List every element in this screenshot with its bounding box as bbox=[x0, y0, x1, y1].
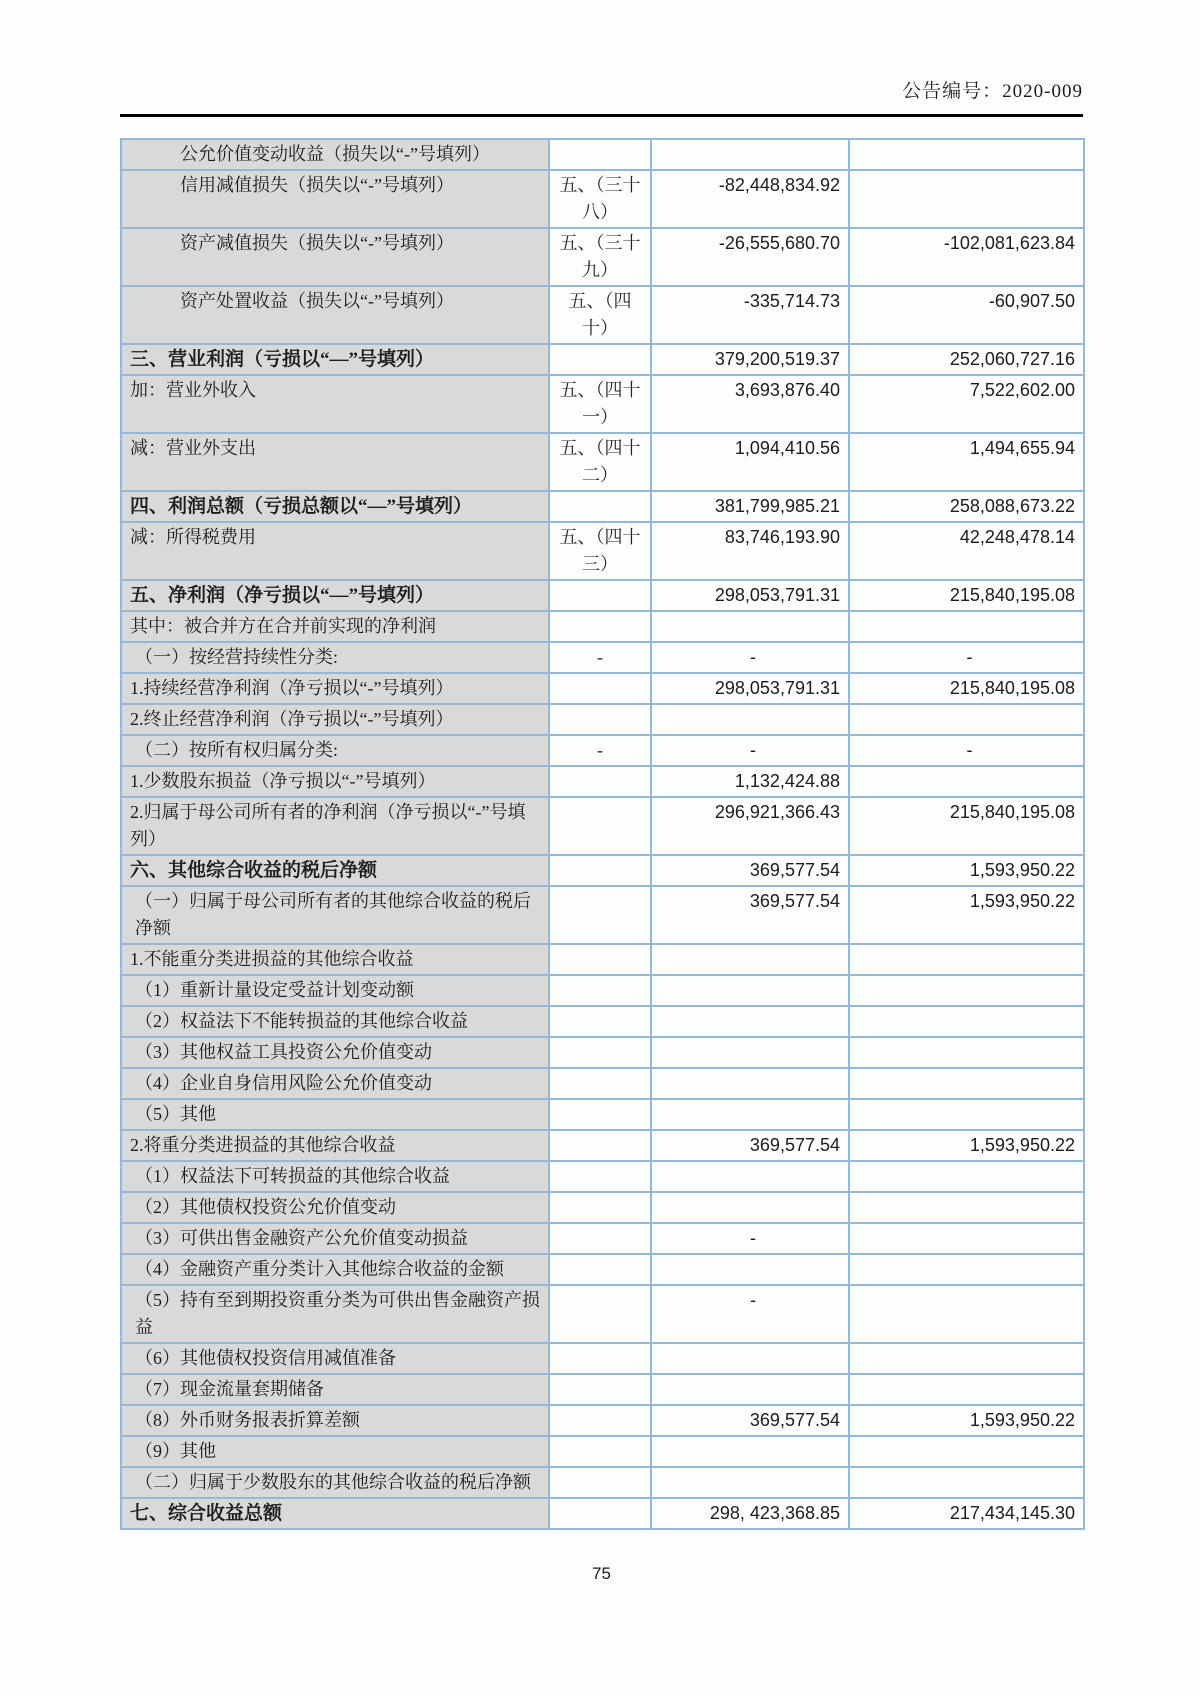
row-value-prior: 1,593,950.22 bbox=[849, 1405, 1084, 1436]
row-note bbox=[549, 855, 651, 886]
row-label: 1.持续经营净利润（净亏损以“-”号填列） bbox=[121, 673, 549, 704]
row-note: - bbox=[549, 642, 651, 673]
row-value-current bbox=[651, 1343, 849, 1374]
row-label: 2.终止经营净利润（净亏损以“-”号填列） bbox=[121, 704, 549, 735]
row-label: 四、利润总额（亏损总额以“—”号填列） bbox=[121, 491, 549, 522]
row-value-prior bbox=[849, 1436, 1084, 1467]
table-row bbox=[121, 433, 1084, 491]
row-label: 2.归属于母公司所有者的净利润（净亏损以“-”号填列） bbox=[121, 797, 549, 855]
table-row bbox=[121, 1006, 1084, 1037]
table-row bbox=[121, 1192, 1084, 1223]
row-label: 五、净利润（净亏损以“—”号填列） bbox=[121, 580, 549, 611]
row-label: 2.将重分类进损益的其他综合收益 bbox=[121, 1130, 549, 1161]
row-value-prior bbox=[849, 1374, 1084, 1405]
table-row bbox=[121, 344, 1084, 375]
row-note bbox=[549, 673, 651, 704]
table-row bbox=[121, 975, 1084, 1006]
row-note bbox=[549, 797, 651, 855]
row-label: （4）金融资产重分类计入其他综合收益的金额 bbox=[121, 1254, 549, 1285]
row-note bbox=[549, 1374, 651, 1405]
row-note bbox=[549, 975, 651, 1006]
table-body bbox=[121, 139, 1084, 1529]
row-value-current: 381,799,985.21 bbox=[651, 491, 849, 522]
row-label: 资产处置收益（损失以“-”号填列） bbox=[121, 286, 549, 344]
row-note bbox=[549, 1285, 651, 1343]
table-row bbox=[121, 855, 1084, 886]
table-row bbox=[121, 375, 1084, 433]
row-note bbox=[549, 1099, 651, 1130]
table-row bbox=[121, 1405, 1084, 1436]
row-label: 三、营业利润（亏损以“—”号填列） bbox=[121, 344, 549, 375]
row-label: 其中：被合并方在合并前实现的净利润 bbox=[121, 611, 549, 642]
row-value-current bbox=[651, 1161, 849, 1192]
row-note bbox=[549, 139, 651, 170]
row-note bbox=[549, 1192, 651, 1223]
row-label: （9）其他 bbox=[121, 1436, 549, 1467]
table-row bbox=[121, 1498, 1084, 1529]
row-value-prior bbox=[849, 1037, 1084, 1068]
row-value-prior: 217,434,145.30 bbox=[849, 1498, 1084, 1529]
row-value-prior: 215,840,195.08 bbox=[849, 580, 1084, 611]
row-label: （1）重新计量设定受益计划变动额 bbox=[121, 975, 549, 1006]
row-value-current: 3,693,876.40 bbox=[651, 375, 849, 433]
row-value-prior bbox=[849, 1343, 1084, 1374]
row-label: 加：营业外收入 bbox=[121, 375, 549, 433]
row-note: 五、（四十三） bbox=[549, 522, 651, 580]
document-page bbox=[120, 0, 1083, 1584]
row-value-current: 1,132,424.88 bbox=[651, 766, 849, 797]
row-value-prior bbox=[849, 975, 1084, 1006]
table-row bbox=[121, 611, 1084, 642]
row-value-current bbox=[651, 1254, 849, 1285]
row-value-current bbox=[651, 975, 849, 1006]
page-number: 75 bbox=[592, 1564, 611, 1583]
row-value-prior bbox=[849, 1285, 1084, 1343]
table-row bbox=[121, 1285, 1084, 1343]
table-row bbox=[121, 1374, 1084, 1405]
row-value-prior bbox=[849, 1223, 1084, 1254]
table-row bbox=[121, 170, 1084, 228]
row-value-prior bbox=[849, 944, 1084, 975]
row-value-prior bbox=[849, 1006, 1084, 1037]
row-note bbox=[549, 1498, 651, 1529]
row-value-prior bbox=[849, 1254, 1084, 1285]
doc-number: 公告编号：2020-009 bbox=[902, 81, 1083, 102]
row-value-prior bbox=[849, 139, 1084, 170]
row-value-current bbox=[651, 1374, 849, 1405]
table-row bbox=[121, 944, 1084, 975]
row-label: （3）可供出售金融资产公允价值变动损益 bbox=[121, 1223, 549, 1254]
table-row bbox=[121, 1130, 1084, 1161]
row-note bbox=[549, 1254, 651, 1285]
row-value-prior: 1,593,950.22 bbox=[849, 855, 1084, 886]
row-note bbox=[549, 1068, 651, 1099]
table-row bbox=[121, 797, 1084, 855]
table-row bbox=[121, 642, 1084, 673]
row-value-prior bbox=[849, 611, 1084, 642]
row-label: 资产减值损失（损失以“-”号填列） bbox=[121, 228, 549, 286]
row-value-current bbox=[651, 1467, 849, 1498]
row-value-current: 369,577.54 bbox=[651, 886, 849, 944]
row-label: 六、其他综合收益的税后净额 bbox=[121, 855, 549, 886]
row-value-current bbox=[651, 1006, 849, 1037]
row-note: 五、（三十九） bbox=[549, 228, 651, 286]
row-note: 五、（四十二） bbox=[549, 433, 651, 491]
row-label: （7）现金流量套期储备 bbox=[121, 1374, 549, 1405]
row-value-prior bbox=[849, 1068, 1084, 1099]
row-value-current: 369,577.54 bbox=[651, 855, 849, 886]
row-note: 五、（三十八） bbox=[549, 170, 651, 228]
table-row bbox=[121, 1037, 1084, 1068]
row-value-prior bbox=[849, 1467, 1084, 1498]
table-row bbox=[121, 1343, 1084, 1374]
row-note bbox=[549, 1405, 651, 1436]
row-note bbox=[549, 766, 651, 797]
row-note bbox=[549, 1467, 651, 1498]
row-note bbox=[549, 580, 651, 611]
row-label: 七、综合收益总额 bbox=[121, 1498, 549, 1529]
row-value-prior bbox=[849, 1161, 1084, 1192]
table-row bbox=[121, 1467, 1084, 1498]
row-label: （一）归属于母公司所有者的其他综合收益的税后净额 bbox=[121, 886, 549, 944]
row-note bbox=[549, 1343, 651, 1374]
row-value-current: -82,448,834.92 bbox=[651, 170, 849, 228]
row-value-current bbox=[651, 1436, 849, 1467]
row-label: （1）权益法下可转损益的其他综合收益 bbox=[121, 1161, 549, 1192]
row-value-prior: - bbox=[849, 735, 1084, 766]
table-row bbox=[121, 1099, 1084, 1130]
row-note bbox=[549, 1130, 651, 1161]
table-row bbox=[121, 886, 1084, 944]
row-value-current bbox=[651, 139, 849, 170]
row-note bbox=[549, 1436, 651, 1467]
row-note bbox=[549, 1037, 651, 1068]
row-value-current bbox=[651, 1037, 849, 1068]
row-label: （2）其他债权投资公允价值变动 bbox=[121, 1192, 549, 1223]
row-value-current: 1,094,410.56 bbox=[651, 433, 849, 491]
row-label: （3）其他权益工具投资公允价值变动 bbox=[121, 1037, 549, 1068]
row-note bbox=[549, 1161, 651, 1192]
row-value-prior: 252,060,727.16 bbox=[849, 344, 1084, 375]
row-value-prior: 1,494,655.94 bbox=[849, 433, 1084, 491]
table-row bbox=[121, 522, 1084, 580]
table-row bbox=[121, 1161, 1084, 1192]
row-value-current: 298,053,791.31 bbox=[651, 580, 849, 611]
row-note bbox=[549, 1006, 651, 1037]
row-value-prior: 215,840,195.08 bbox=[849, 797, 1084, 855]
row-value-prior: -60,907.50 bbox=[849, 286, 1084, 344]
table-row bbox=[121, 1436, 1084, 1467]
table-row bbox=[121, 704, 1084, 735]
table-row bbox=[121, 580, 1084, 611]
row-value-current: - bbox=[651, 642, 849, 673]
row-value-current bbox=[651, 1192, 849, 1223]
row-value-current: -26,555,680.70 bbox=[651, 228, 849, 286]
row-value-current: 298,053,791.31 bbox=[651, 673, 849, 704]
table-row bbox=[121, 491, 1084, 522]
row-label: （二）归属于少数股东的其他综合收益的税后净额 bbox=[121, 1467, 549, 1498]
table-row bbox=[121, 1254, 1084, 1285]
row-label: （5）持有至到期投资重分类为可供出售金融资产损益 bbox=[121, 1285, 549, 1343]
table-row bbox=[121, 766, 1084, 797]
header-rule bbox=[120, 114, 1083, 117]
row-note bbox=[549, 491, 651, 522]
row-note bbox=[549, 611, 651, 642]
table-row bbox=[121, 286, 1084, 344]
row-label: （8）外币财务报表折算差额 bbox=[121, 1405, 549, 1436]
income-statement-table bbox=[120, 138, 1085, 1530]
table-row bbox=[121, 228, 1084, 286]
row-value-current: - bbox=[651, 1223, 849, 1254]
row-label: 信用减值损失（损失以“-”号填列） bbox=[121, 170, 549, 228]
row-label: （6）其他债权投资信用减值准备 bbox=[121, 1343, 549, 1374]
row-label: 1.少数股东损益（净亏损以“-”号填列） bbox=[121, 766, 549, 797]
row-value-prior: 258,088,673.22 bbox=[849, 491, 1084, 522]
row-value-prior bbox=[849, 170, 1084, 228]
row-value-current bbox=[651, 611, 849, 642]
row-value-prior: -102,081,623.84 bbox=[849, 228, 1084, 286]
row-note: - bbox=[549, 735, 651, 766]
row-label: 公允价值变动收益（损失以“-”号填列） bbox=[121, 139, 549, 170]
row-label: 减：营业外支出 bbox=[121, 433, 549, 491]
row-note bbox=[549, 944, 651, 975]
row-value-prior: - bbox=[849, 642, 1084, 673]
row-label: （一）按经营持续性分类: bbox=[121, 642, 549, 673]
row-value-current bbox=[651, 704, 849, 735]
row-value-current: -335,714.73 bbox=[651, 286, 849, 344]
table-row bbox=[121, 735, 1084, 766]
row-value-prior: 215,840,195.08 bbox=[849, 673, 1084, 704]
table-row bbox=[121, 1223, 1084, 1254]
row-value-prior: 42,248,478.14 bbox=[849, 522, 1084, 580]
row-value-current: 369,577.54 bbox=[651, 1405, 849, 1436]
row-note bbox=[549, 886, 651, 944]
row-value-current: 83,746,193.90 bbox=[651, 522, 849, 580]
row-value-current bbox=[651, 944, 849, 975]
row-value-current: 298, 423,368.85 bbox=[651, 1498, 849, 1529]
row-note bbox=[549, 1223, 651, 1254]
row-label: （4）企业自身信用风险公允价值变动 bbox=[121, 1068, 549, 1099]
row-note: 五、（四十一） bbox=[549, 375, 651, 433]
table-row bbox=[121, 673, 1084, 704]
row-value-current bbox=[651, 1099, 849, 1130]
row-value-prior: 7,522,602.00 bbox=[849, 375, 1084, 433]
row-label: （二）按所有权归属分类: bbox=[121, 735, 549, 766]
row-value-current: 379,200,519.37 bbox=[651, 344, 849, 375]
row-value-current: - bbox=[651, 1285, 849, 1343]
row-note bbox=[549, 704, 651, 735]
row-note: 五、（四十） bbox=[549, 286, 651, 344]
row-value-current: 369,577.54 bbox=[651, 1130, 849, 1161]
row-value-prior bbox=[849, 766, 1084, 797]
row-label: 减：所得税费用 bbox=[121, 522, 549, 580]
row-value-prior: 1,593,950.22 bbox=[849, 886, 1084, 944]
row-value-prior bbox=[849, 1192, 1084, 1223]
row-value-current: - bbox=[651, 735, 849, 766]
row-value-current bbox=[651, 1068, 849, 1099]
table-row bbox=[121, 1068, 1084, 1099]
row-value-prior bbox=[849, 704, 1084, 735]
table-row bbox=[121, 139, 1084, 170]
row-value-prior bbox=[849, 1099, 1084, 1130]
row-label: （5）其他 bbox=[121, 1099, 549, 1130]
row-label: （2）权益法下不能转损益的其他综合收益 bbox=[121, 1006, 549, 1037]
row-value-current: 296,921,366.43 bbox=[651, 797, 849, 855]
row-label: 1.不能重分类进损益的其他综合收益 bbox=[121, 944, 549, 975]
row-value-prior: 1,593,950.22 bbox=[849, 1130, 1084, 1161]
row-note bbox=[549, 344, 651, 375]
